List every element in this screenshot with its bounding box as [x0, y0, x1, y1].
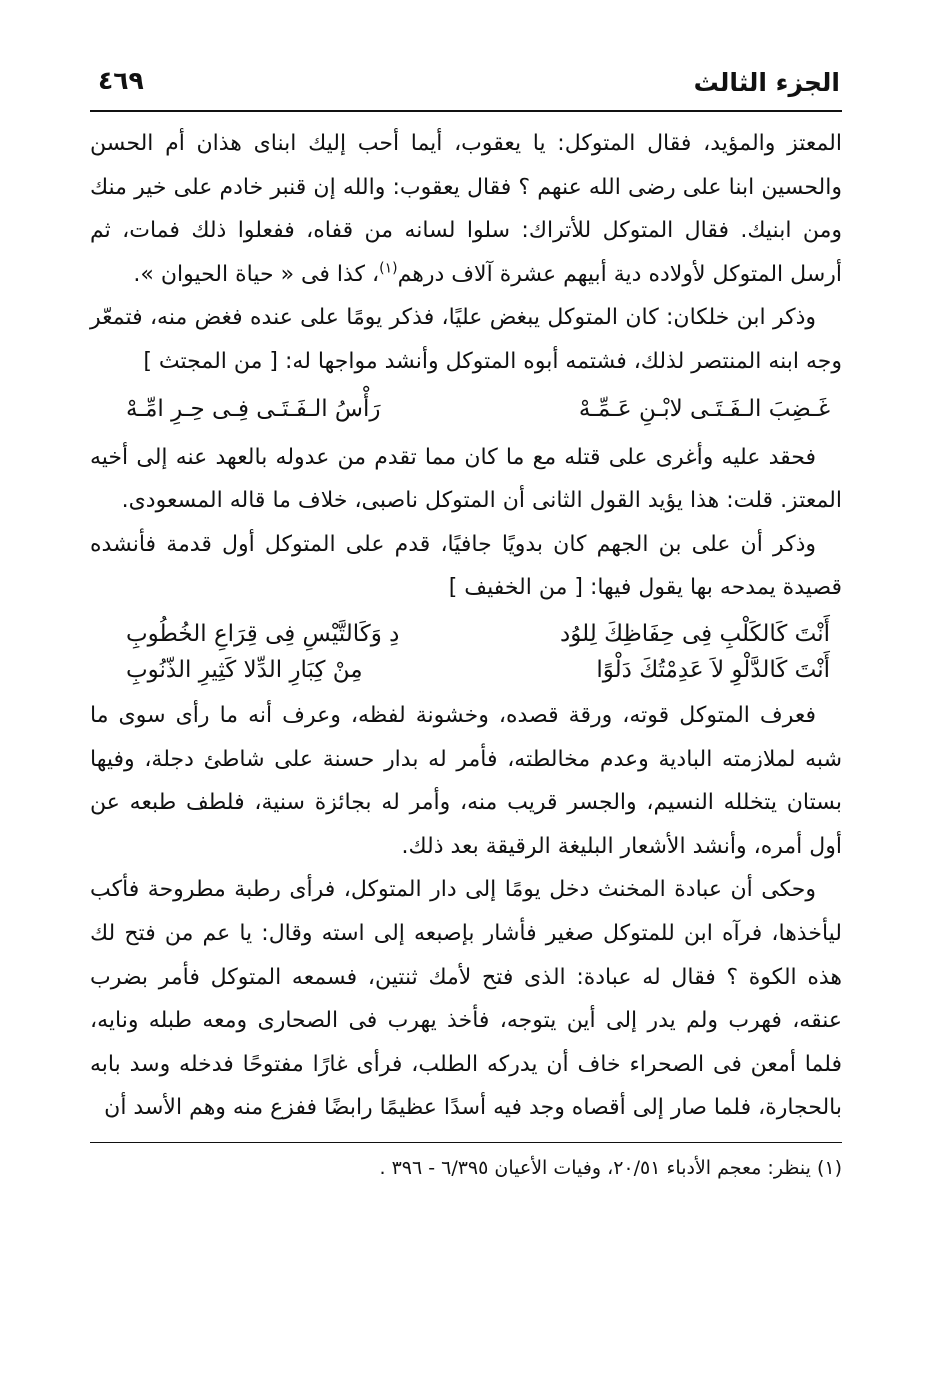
- verse-2-line-2: [90, 652, 842, 688]
- verse-2-line-2-left: مِنْ كِبَارِ الدِّلا كَثِيرِ الذّنُوبِ: [126, 656, 363, 683]
- verse-1-hemistich-right: غَـضِبَ الـفَـتَـى لابْـنِ عَـمِّـهْ: [578, 395, 830, 422]
- page-number: ٤٦٩: [98, 66, 144, 95]
- verse-group-2: [90, 616, 842, 688]
- main-text: [90, 122, 842, 1130]
- footnote-rule: [90, 1142, 842, 1143]
- paragraph-5: فعرف المتوكل قوته، ورقة قصده، وخشونة لفظه، وعرف أنه ما رأى سوى ما شبه لملازمته البادية وعدم مخالطته، فأمر له بدار حسنة على شاطئ دجلة، وفيها بستان يتخلله النسيم، والجسر قريب منه، وأمر له بجائزة سنية، فلطف طبعه عن أول أمره، وأنشد الأشعار البليغة الرقيقة بعد ذلك.: [90, 702, 842, 859]
- paragraph-2: وذكر ابن خلكان: كان المتوكل يبغض عليًا، فذكر يومًا على عنده فغض منه، فتمعّر وجه ابنه المنتصر لذلك، فشتمه أبوه المتوكل وأنشد مواجها له: [ من المجتث ]: [90, 305, 842, 374]
- verse-2-line-1-right: أَنْتَ كَالكَلْبِ فِى حِفَاظِكَ لِلوُد: [560, 620, 830, 647]
- paragraph-1: [90, 122, 842, 296]
- running-title: الجزء الثالث: [693, 68, 840, 97]
- verse-2-line-1: [90, 616, 842, 652]
- verse-1: [90, 384, 842, 436]
- page-header: [90, 62, 842, 106]
- footnote-ref-1[interactable]: (١): [379, 260, 398, 277]
- paragraph-4: وذكر أن على بن الجهم كان بدويًا جافيًا، قدم على المتوكل أول قدمة فأنشده قصيدة يمدحه بها يقول فيها: [ من الخفيف ]: [90, 531, 842, 601]
- document-page: [90, 62, 842, 1183]
- verse-2-line-1-left: دِ وَكَالتَّيْسِ فِى قِرَاعِ الخُطُوبِ: [126, 620, 400, 647]
- paragraph-1-end: ، كذا فى « حياة الحيوان ».: [133, 261, 380, 287]
- paragraph-3: فحقد عليه وأغرى على قتله مع ما كان مما تقدم من عدوله بالعهد عنه إلى أخيه المعتز. قلت: هذا يؤيد القول الثانى أن المتوكل ناصبى، خلاف ما قاله المسعودى.: [90, 444, 842, 514]
- verse-1-hemistich-left: رَأْسُ الـفَـتَـى فِـى حِـرِ امِّـهْ: [126, 395, 381, 422]
- verse-2-line-2-right: أَنْتَ كَالدَّلْوِ لاَ عَدِمْتُكَ دَلْوًا: [596, 656, 830, 683]
- footnote-1: (١) ينظر: معجم الأدباء ٢٠/٥١، وفيات الأعيان ٦/٣٩٥ - ٣٩٦ .: [379, 1156, 842, 1179]
- paragraph-1-text: المعتز والمؤيد، فقال المتوكل: يا يعقوب، أيما أحب إليك ابناى هذان أم الحسن والحسين ابنا على رضى الله عنهم ؟ فقال يعقوب: والله إن قنبر خادم على خير منك ومن ابنيك. فقال المتوكل للأتراك: سلوا لسانه من قفاه، ففعلوا ذلك فمات، ثم أرسل المتوكل لأولاده دية أبيهم عشرة آلاف درهم: [90, 131, 842, 287]
- header-rule: [90, 110, 842, 112]
- paragraph-6: وحكى أن عبادة المخنث دخل يومًا إلى دار المتوكل، فرأى رطبة مطروحة فأكب ليأخذها، فرآه ابن للمتوكل صغير فأشار بإصبعه إلى استه وقال: يا عم من فتح لك هذه الكوة ؟ فقال له عبادة: الذى فتح لأمك ثنتين، فسمعه المتوكل فأمر بضرب عنقه، فهرب ولم يدر إلى أين يتوجه، فأخذ يهرب فى الصحارى ومعه طبله ونايه، فلما أمعن فى الصحراء خاف أن يدركه الطلب، فرأى غارًا مفتوحًا فدخله وسد بابه بالحجارة، فلما صار إلى أقصاه وجد فيه أسدًا عظيمًا رابضًا ففزع منه وهم الأسد أن: [90, 877, 842, 1121]
